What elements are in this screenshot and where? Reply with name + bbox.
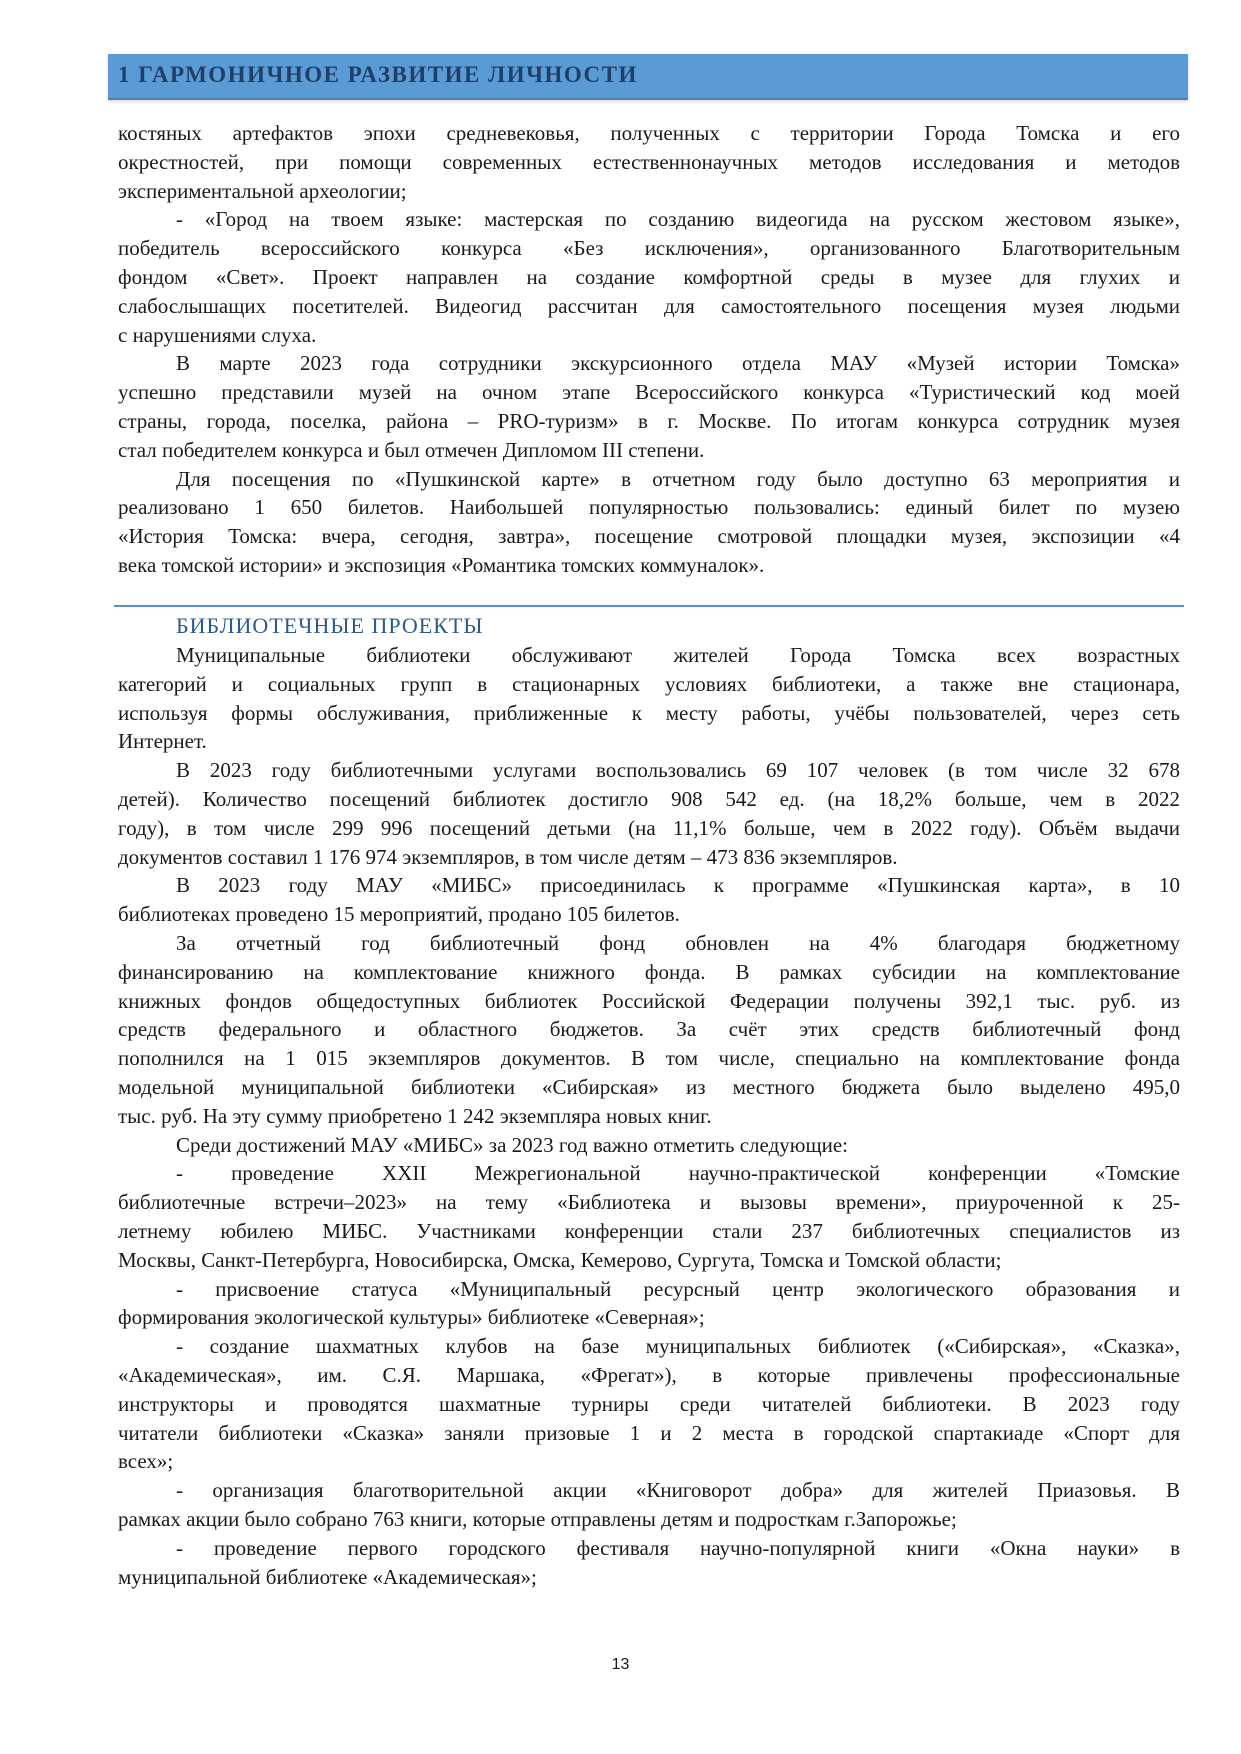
paragraph <box>118 756 1180 871</box>
text-line: окрестностей, при помощи современных естественнонаучных методов исследования и методов <box>118 149 1180 174</box>
text-line: библиотеках проведено 15 мероприятий, продано 105 билетов. <box>118 902 680 927</box>
text-line: страны, города, поселка, района – PRO-туризм» в г. Москве. По итогам конкурса сотрудник музея <box>118 408 1180 433</box>
text-line: году), в том числе 299 996 посещений детьми (на 11,1% больше, чем в 2022 году). Объём выдачи <box>118 815 1180 840</box>
text-line: победитель всероссийского конкурса «Без исключения», организованного Благотворительным <box>118 236 1180 261</box>
paragraph <box>118 1534 1180 1592</box>
text-line: Для посещения по «Пушкинской карте» в отчетном году было доступно 63 мероприятия и <box>176 466 1180 491</box>
text-line: - организация благотворительной акции «Книговорот добра» для жителей Приазовья. В <box>176 1478 1180 1503</box>
paragraph <box>118 465 1180 580</box>
paragraph <box>118 349 1180 464</box>
text-line: В 2023 году МАУ «МИБС» присоединилась к программе «Пушкинская карта», в 10 <box>176 873 1180 898</box>
text-line: В марте 2023 года сотрудники экскурсионного отдела МАУ «Музей истории Томска» <box>176 351 1180 376</box>
paragraph <box>118 1332 1180 1476</box>
text-line: используя формы обслуживания, приближенные к месту работы, учёбы пользователей, через сеть <box>118 700 1180 725</box>
text-line: За отчетный год библиотечный фонд обновлен на 4% благодаря бюджетному <box>176 930 1180 955</box>
text-line: библиотечные встречи–2023» на тему «Библиотека и вызовы времени», приуроченной к 25- <box>118 1190 1180 1215</box>
text-line: «Академическая», им. С.Я. Маршака, «Фрегат»), в которые привлечены профессиональные <box>118 1362 1180 1387</box>
text-line: - проведение XXII Межрегиональной научно-практической конференции «Томские <box>176 1161 1180 1186</box>
text-line: В 2023 году библиотечными услугами воспользовались 69 107 человек (в том числе 32 678 <box>176 758 1180 783</box>
text-line: костяных артефактов эпохи средневековья, полученных с территории Города Томска и его <box>118 121 1180 145</box>
text-line: детей). Количество посещений библиотек достигло 908 542 ед. (на 18,2% больше, чем в 2022 <box>118 786 1180 811</box>
text-line: фондом «Свет». Проект направлен на создание комфортной среды в музее для глухих и <box>118 264 1180 289</box>
paragraph <box>118 929 1180 1131</box>
text-line: века томской истории» и экспозиция «Романтика томских коммуналок». <box>118 552 765 577</box>
text-block-museum <box>118 119 1180 580</box>
text-line: реализовано 1 650 билетов. Наибольшей популярностью пользовались: единый билет по музею <box>118 495 1180 520</box>
text-line: читатели библиотеки «Сказка» заняли призовые 1 и 2 места в городской спартакиаде «Спорт для <box>118 1420 1180 1445</box>
text-line: пополнился на 1 015 экземпляров документов. В том числе, специально на комплектование фонда <box>118 1046 1180 1071</box>
text-line: Муниципальные библиотеки обслуживают жителей Города Томска всех возрастных <box>176 643 1180 667</box>
text-line: всех»; <box>118 1449 174 1474</box>
text-line: «История Томска: вчера, сегодня, завтра», посещение смотровой площадки музея, экспозиции «4 <box>118 524 1180 549</box>
text-line: стал победителем конкурса и был отмечен Дипломом III степени. <box>118 437 705 462</box>
text-line: - «Город на твоем языке: мастерская по созданию видеогида на русском жестовом языке», <box>176 207 1180 232</box>
text-line: - проведение первого городского фестиваля научно-популярной книги «Окна науки» в <box>176 1535 1180 1560</box>
paragraph <box>118 1476 1180 1534</box>
text-line: модельной муниципальной библиотеки «Сибирская» из местного бюджета было выделено 495,0 <box>118 1074 1180 1099</box>
paragraph <box>118 205 1180 349</box>
paragraph <box>118 1131 1180 1160</box>
text-line: документов составил 1 176 974 экземпляров, в том числе детям – 473 836 экземпляров. <box>118 844 898 869</box>
text-block-libraries <box>118 641 1180 1591</box>
text-line: слабослышащих посетителей. Видеогид рассчитан для самостоятельного посещения музея людьми <box>118 293 1180 318</box>
paragraph <box>118 119 1180 205</box>
chapter-title: 1 ГАРМОНИЧНОЕ РАЗВИТИЕ ЛИЧНОСТИ <box>118 62 638 87</box>
text-line: рамках акции было собрано 763 книги, которые отправлены детям и подросткам г.Запорожье; <box>118 1506 957 1531</box>
text-line: муниципальной библиотеке «Академическая»; <box>118 1564 537 1589</box>
paragraph <box>118 1159 1180 1274</box>
text-line: экспериментальной археологии; <box>118 178 407 203</box>
text-line: формирования экологической культуры» библиотеке «Северная»; <box>118 1305 705 1330</box>
text-line: летнему юбилею МИБС. Участниками конференции стали 237 библиотечных специалистов из <box>118 1218 1180 1243</box>
text-line: инструкторы и проводятся шахматные турниры среди читателей библиотеки. В 2023 году <box>118 1391 1180 1416</box>
section-title: БИБЛИОТЕЧНЫЕ ПРОЕКТЫ <box>176 613 484 638</box>
text-line: категорий и социальных групп в стационарных условиях библиотеки, а также вне стационара, <box>118 671 1180 696</box>
text-line: - присвоение статуса «Муниципальный ресурсный центр экологического образования и <box>176 1276 1180 1301</box>
text-line: Среди достижений МАУ «МИБС» за 2023 год важно отметить следующие: <box>176 1132 849 1157</box>
page-number: 13 <box>611 1656 630 1673</box>
paragraph <box>118 1275 1180 1333</box>
text-line: успешно представили музей на очном этапе Всероссийского конкурса «Туристический код моей <box>118 380 1180 405</box>
paragraph <box>118 641 1180 756</box>
text-line: средств федерального и областного бюджетов. За счёт этих средств библиотечный фонд <box>118 1017 1180 1042</box>
text-line: финансированию на комплектование книжного фонда. В рамках субсидии на комплектование <box>118 959 1180 984</box>
text-line: - создание шахматных клубов на базе муниципальных библиотек («Сибирская», «Сказка», <box>176 1334 1180 1359</box>
text-line: Москвы, Санкт-Петербурга, Новосибирска, Омска, Кемерово, Сургута, Томска и Томской области; <box>118 1247 1002 1272</box>
text-line: тыс. руб. На эту сумму приобретено 1 242 экземпляра новых книг. <box>118 1103 712 1128</box>
section-divider <box>114 605 1184 607</box>
text-line: с нарушениями слуха. <box>118 322 317 347</box>
paragraph <box>118 871 1180 929</box>
text-line: книжных фондов общедоступных библиотек Российской Федерации получены 392,1 тыс. руб. из <box>118 988 1180 1013</box>
text-line: Интернет. <box>118 729 207 754</box>
chapter-header-bar <box>108 54 1188 100</box>
